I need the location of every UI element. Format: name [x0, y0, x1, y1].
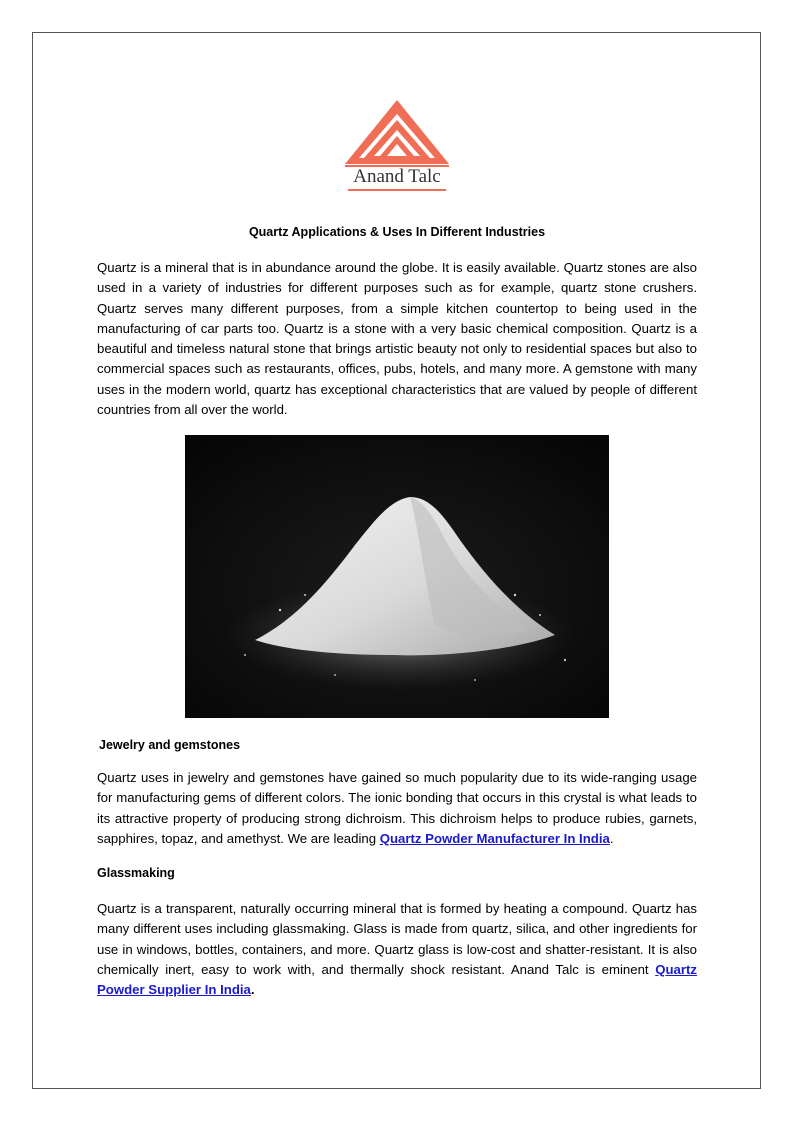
jewelry-text: Quartz uses in jewelry and gemstones have gained so much popularity due to its wide-ranging usage for manufacturing gems of different colors. The ionic bonding that occurs in this crystal is what leads to its attractive property of producing strong dichroism. This dichroism helps to produce rubies, garnets, sapphires, topaz, and amethyst. We are leading — [97, 770, 697, 846]
heading-glassmaking: Glassmaking — [97, 866, 175, 880]
logo-text: Anand Talc — [353, 166, 441, 187]
quartz-powder-photo — [185, 435, 609, 718]
anand-talc-logo — [338, 96, 456, 194]
page-title: Quartz Applications & Uses In Different Industries — [248, 225, 546, 239]
jewelry-suffix: . — [609, 830, 614, 846]
heading-jewelry: Jewelry and gemstones — [99, 738, 241, 752]
jewelry-paragraph — [97, 768, 697, 849]
glassmaking-paragraph — [97, 899, 697, 1000]
quartz-powder-manufacturer-link[interactable]: Quartz Powder Manufacturer In India — [379, 830, 610, 846]
glassmaking-text: Quartz is a transparent, naturally occurring mineral that is formed by heating a compound. Quartz has many different uses including glassmaking. Glass is made from quartz, silica, and other ingredients for use in windows, bottles, containers, and more. Quartz glass is low-cost and shatter-resistant. It is also chemically inert, easy to work with, and thermally shock resistant. Anand Talc is eminent — [97, 901, 697, 977]
quartz-powder-supplier-link[interactable]: Quartz Powder Supplier In India — [97, 961, 697, 998]
intro-paragraph: Quartz is a mineral that is in abundance around the globe. It is easily available. Quartz stones are also used in a variety of industries for different purposes such as for example, quartz stone crushers. Quartz serves many different purposes, from a simple kitchen countertop to being used in the manufacturing of car parts too. Quartz is a stone with a very basic chemical composition. Quartz is a beautiful and timeless natural stone that brings artistic beauty not only to residential spaces but also to commercial spaces such as restaurants, offices, pubs, hotels, and many more. A gemstone with many uses in the modern world, quartz has exceptional characteristics that are valued by people of different countries from all over the world. — [97, 260, 697, 418]
glassmaking-suffix: . — [250, 982, 255, 998]
